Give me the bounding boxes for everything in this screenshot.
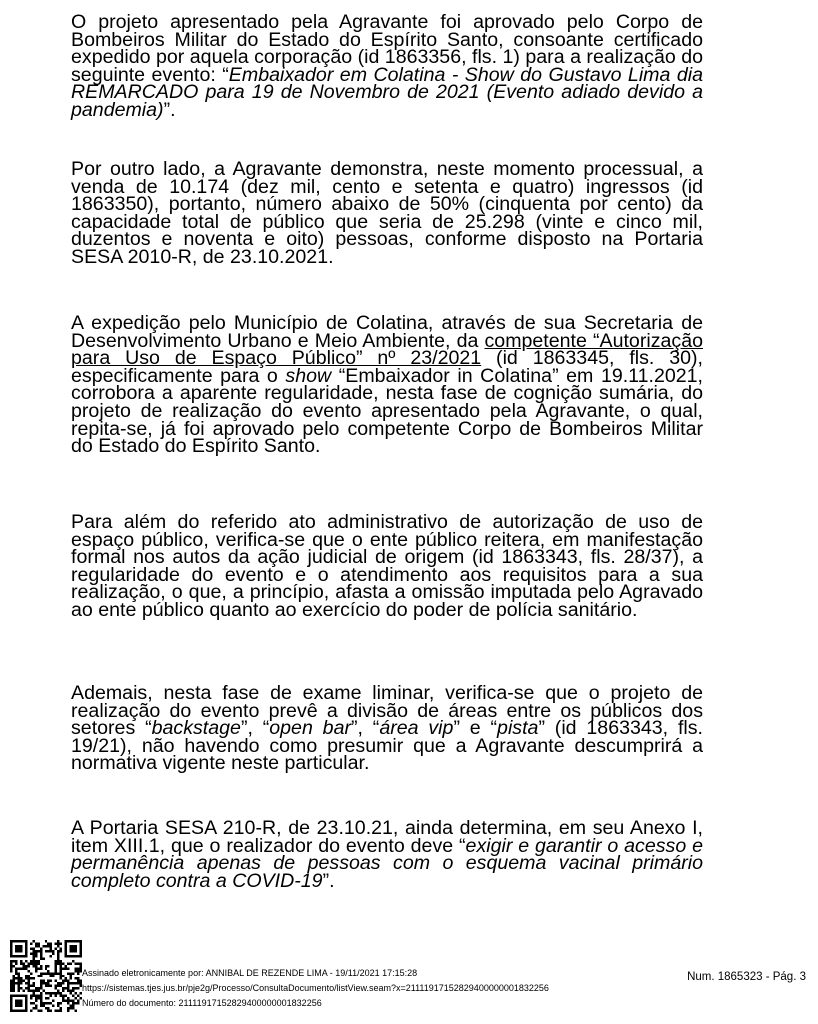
paragraph-6	[71, 817, 704, 892]
paragraph-3	[71, 312, 704, 458]
paragraph-segment: backstage	[151, 717, 241, 740]
paragraph-segment: “Embaixador in Colatina” em 19.11.2021, corrobora a aparente regularidade, nesta fase de cognição sumária, do projeto de realização do evento apresentado pela Agravante, o qual, repita-se, já foi aprovado pelo competente Corpo de Bombeiros Militar do Estado do Espírito Santo.	[71, 364, 704, 458]
paragraph-segment: Por outro lado, a Agravante demonstra, neste momento processual, a venda de 10.174 (dez mil, cento e setenta e quatro) ingressos (id 1863350), portanto, número abaixo de 50% (cinquenta por cento) da capacidade total de público que seria de 25.298 (vinte e cinco mil, duzentos e noventa e oito) pessoas, conforme disposto na Portaria SESA 2010-R, de 23.10.2021.	[71, 158, 703, 268]
paragraph-segment: ”, “	[351, 717, 380, 740]
paragraph-segment: competente “Autorização para Uso de Espaço Público” nº 23/2021	[71, 329, 703, 370]
paragraph-segment: Ademais, nesta fase de exame liminar, verifica-se que o projeto de realização do evento prevê a divisão de áreas entre os públicos dos setores “	[71, 682, 703, 740]
paragraph-segment: ”.	[163, 98, 176, 121]
paragraph-segment: Para além do referido ato administrativo de autorização de uso de espaço público, verifica-se que o ente público reitera, em manifestação formal nos autos da ação judicial de origem (id 1863343, fls. 28/37), a regularidade do evento e o atendimento aos requisitos para a sua realização, o que, a princípio, afasta a omissão imputada pelo Agravado ao ente público quanto ao exercício do poder de polícia sanitário.	[71, 511, 703, 621]
paragraph-segment: O projeto apresentado pela Agravante foi aprovado pelo Corpo de Bombeiros Militar do Estado do Espírito Santo, consoante certificado expedido por aquela corporação (id 1863356, fls. 1) para a realização do seguinte evento: “	[71, 11, 703, 86]
verification-url[interactable]: https://sistemas.tjes.jus.br/pje2g/Processo/ConsultaDocumento/listView.seam?x=21111917152829400000001832256	[82, 983, 549, 993]
paragraph-segment: show	[285, 364, 332, 387]
page-reference: Num. 1865323 - Pág. 3	[687, 971, 806, 983]
paragraph-segment: A expedição pelo Município de Colatina, através de sua Secretaria de Desenvolvimento Urbano e Meio Ambiente, da	[71, 312, 703, 352]
paragraph-segment: ” (id 1863343, fls. 19/21), não havendo como presumir que a Agravante descumprirá a normativa vigente neste particular.	[71, 717, 703, 775]
paragraph-segment: open bar	[269, 717, 352, 740]
paragraph-segment: A Portaria SESA 210-R, de 23.10.21, ainda determina, em seu Anexo I, item XIII.1, que o realizador do evento deve “	[71, 817, 703, 857]
signature-footer	[82, 966, 549, 1011]
paragraph-4	[71, 511, 703, 621]
signed-by-text: Assinado eletronicamente por: ANNIBAL DE REZENDE LIMA - 19/11/2021 17:15:28	[82, 968, 418, 978]
qr-code-icon	[10, 940, 82, 1012]
paragraph-5	[71, 682, 703, 775]
paragraph-2	[71, 158, 703, 268]
paragraph-segment: exigir e garantir o acesso e permanência apenas de pessoas com o esquema vacinal primário completo contra a COVID-19	[71, 834, 704, 892]
paragraph-segment: (id 1863345, fls. 30), especificamente para o	[71, 347, 703, 387]
paragraph-segment: ”, “	[240, 717, 270, 740]
paragraph-1	[71, 11, 703, 121]
paragraph-segment: Embaixador em Colatina - Show do Gustavo Lima dia REMARCADO para 19 de Novembro de 2021 (Evento adiado devido a pandemia)	[71, 63, 703, 121]
paragraph-segment: pista	[497, 717, 539, 740]
document-number: Número do documento: 21111917152829400000001832256	[82, 998, 322, 1008]
paragraph-segment: ” e “	[453, 717, 498, 740]
paragraph-segment: ”.	[322, 869, 335, 892]
paragraph-segment: área vip	[379, 717, 454, 740]
